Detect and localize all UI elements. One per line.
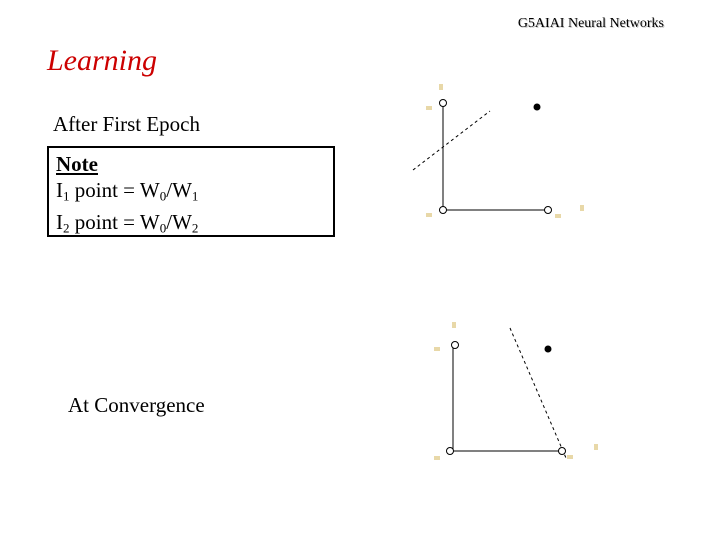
point-1-1-filled [534, 104, 541, 111]
decision-boundary-line [413, 111, 490, 170]
point-1-0-open [545, 207, 552, 214]
faint-axis-marks [434, 322, 598, 460]
point-1-1-filled [545, 346, 552, 353]
point-0-0-open [447, 448, 454, 455]
convergence-label: At Convergence [68, 393, 205, 417]
point-0-0-open [440, 207, 447, 214]
point-0-1-open [452, 342, 459, 349]
point-0-1-open [440, 100, 447, 107]
point-1-0-open [559, 448, 566, 455]
course-header: G5AIAI Neural Networks [517, 16, 664, 31]
convergence-diagram [434, 322, 598, 460]
note-line-2: $I_2$ point = $W_0/W_2$ [56, 210, 199, 236]
faint-axis-marks [426, 84, 584, 218]
first-epoch-diagram [413, 84, 584, 218]
first-epoch-label: After First Epoch [53, 112, 200, 136]
slide-title: Learning [47, 44, 158, 77]
note-line-1: $I_1$ point = $W_0/W_1$ [56, 178, 199, 204]
note-title: Note [56, 152, 98, 176]
decision-boundary-line [510, 328, 566, 458]
